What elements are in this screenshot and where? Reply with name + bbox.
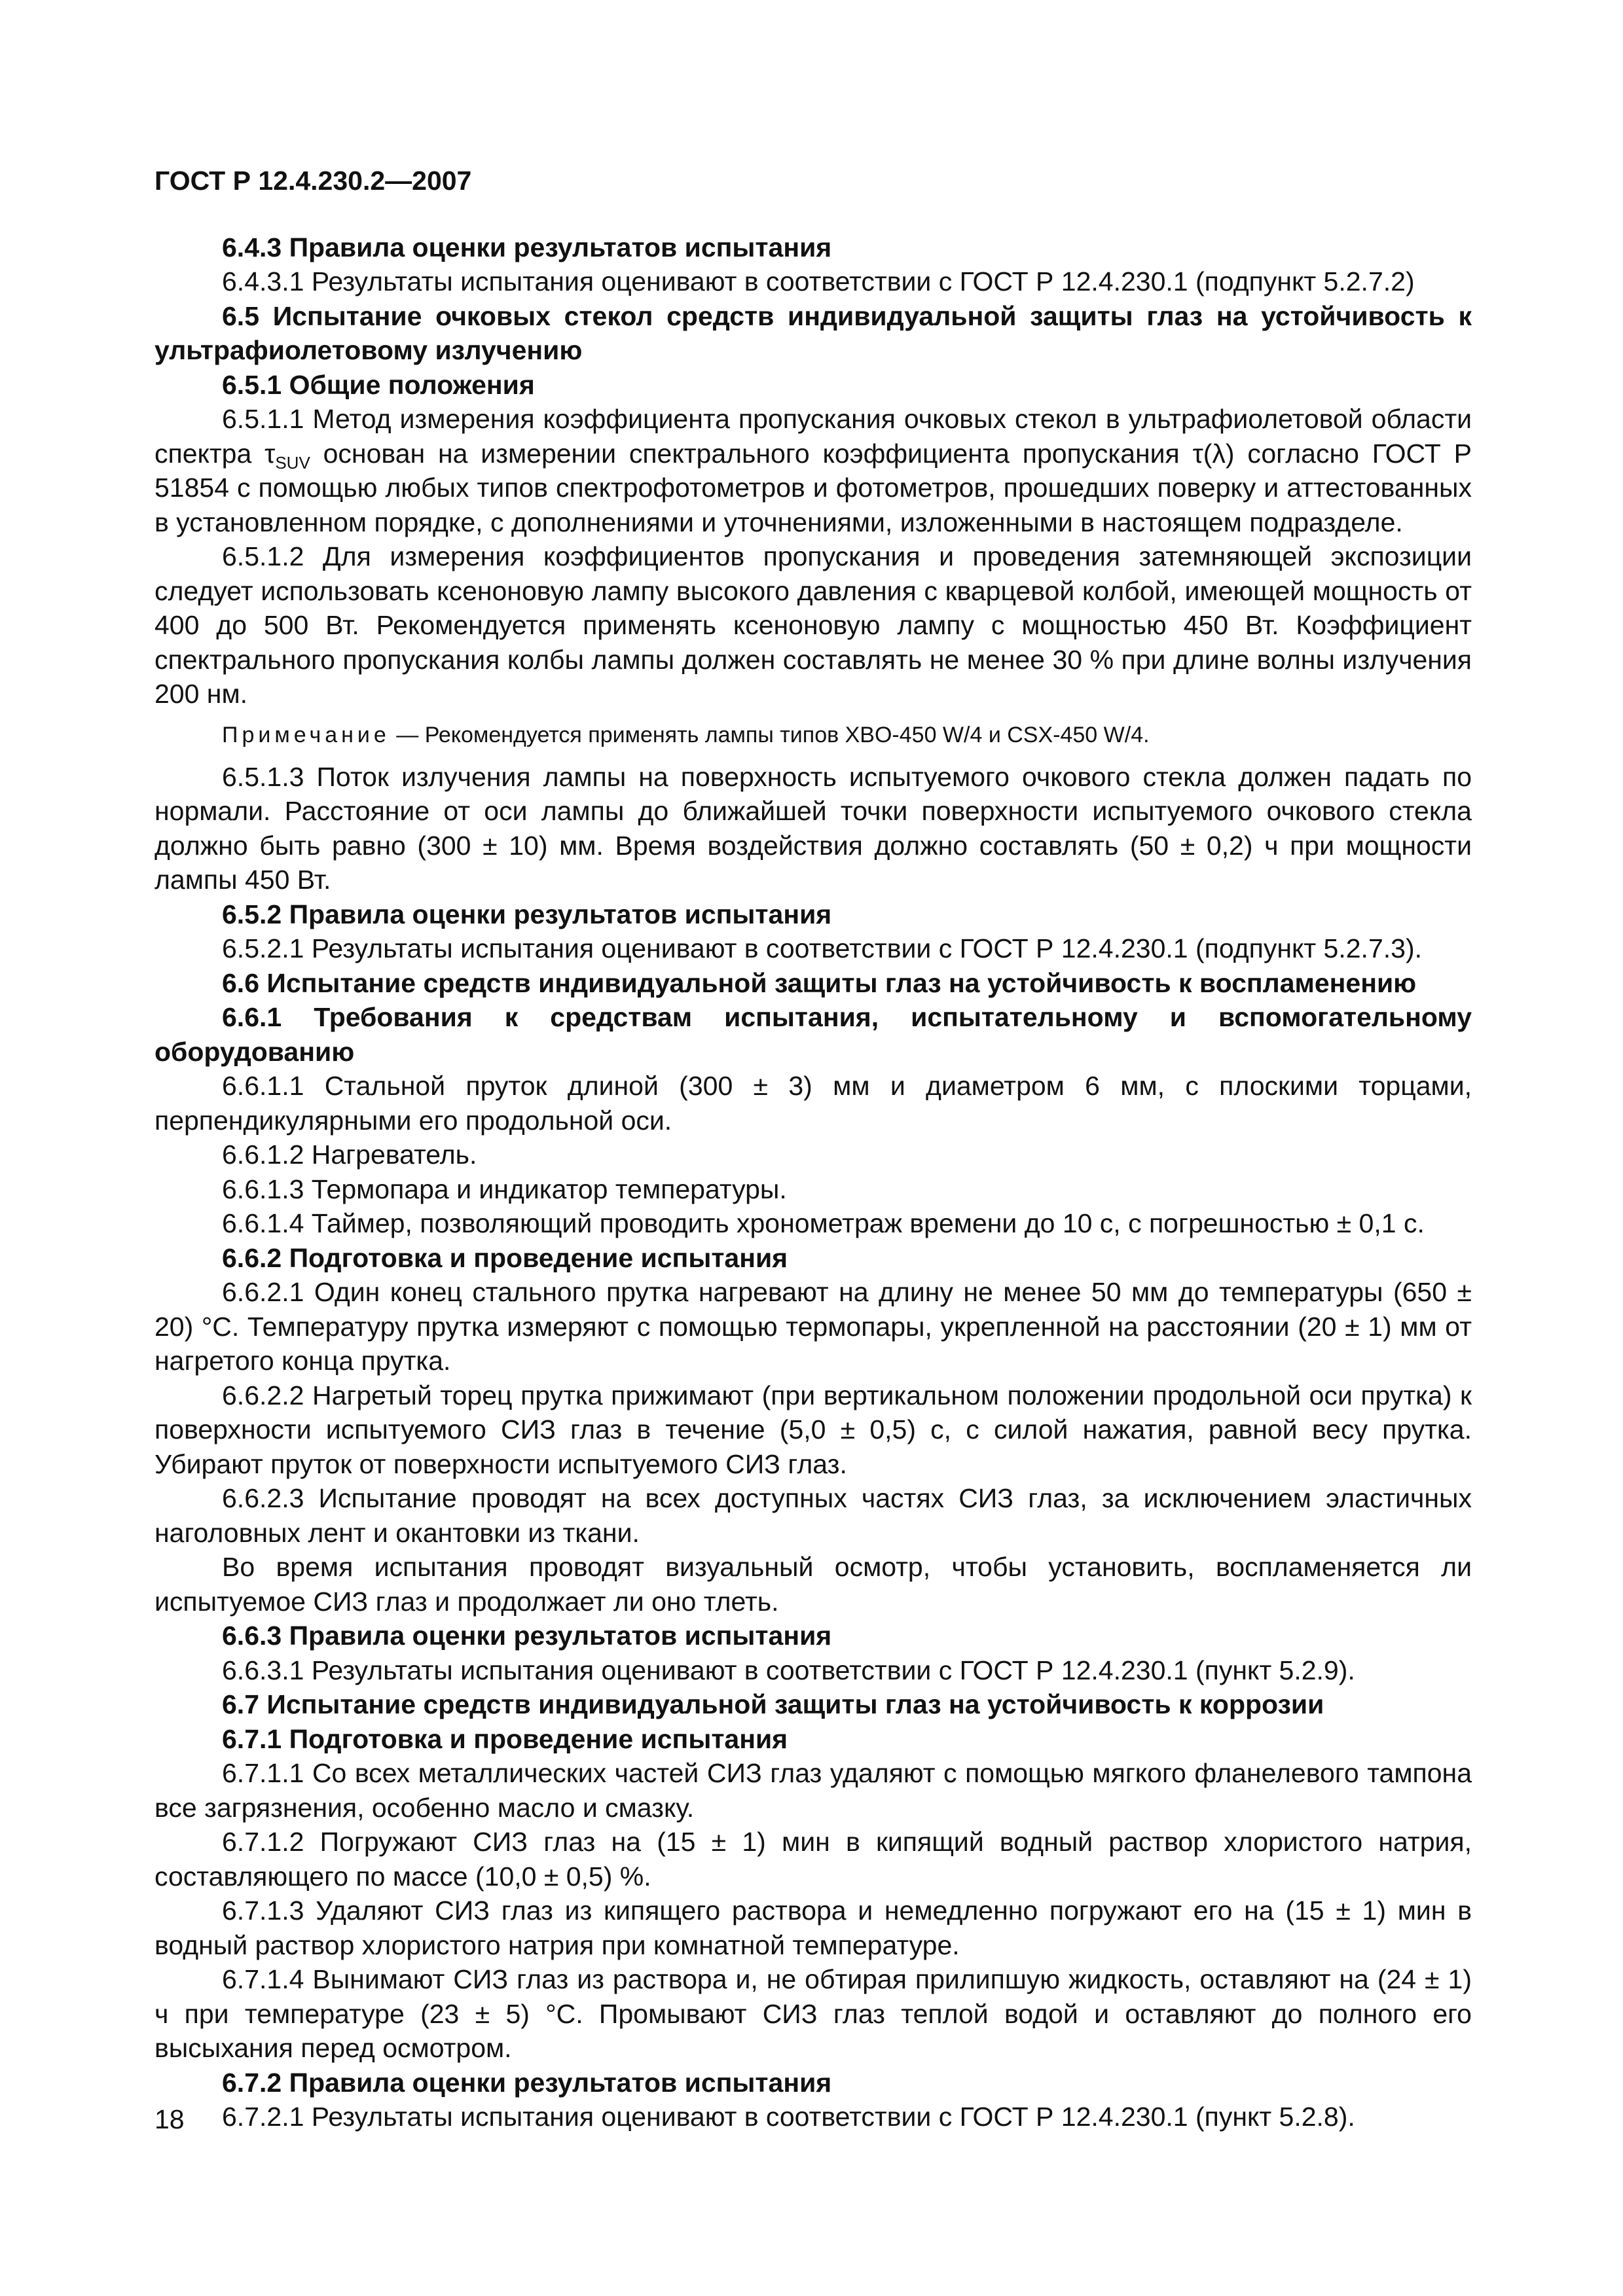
section-heading-6-5-2: 6.5.2 Правила оценки результатов испытания [222,899,832,929]
section-heading-6-7: 6.7 Испытание средств индивидуальной защиты глаз на устойчивость к коррозии [222,1689,1324,1719]
section-heading-6-5-1: 6.5.1 Общие положения [222,369,535,400]
tau-subscript: SUV [275,452,310,473]
document-header: ГОСТ Р 12.4.230.2—2007 [155,166,472,196]
paragraph-6-7-1-4: 6.7.1.4 Вынимают СИЗ глаз из раствора и, не обтирая прилипшую жидкость, оставляют на (24 ± 1) ч при температуре (23 ± 5) °С. Промывают СИЗ глаз теплой водой и оставляют до полного его высыхания перед осмотром. [155,1964,1472,2063]
section-heading-6-6-1: 6.6.1 Требования к средствам испытания, испытательному и вспомогательному оборудованию [155,1002,1472,1067]
document-page [155,164,1472,2134]
section-heading-6-6: 6.6 Испытание средств индивидуальной защиты глаз на устойчивость к воспламенению [222,967,1417,998]
paragraph-6-6-3-1: 6.6.3.1 Результаты испытания оценивают в соответствии с ГОСТ Р 12.4.230.1 (пункт 5.2.9). [222,1655,1355,1685]
paragraph-6-7-1-3: 6.7.1.3 Удаляют СИЗ глаз из кипящего раствора и немедленно погружают его на (15 ± 1) мин в водный раствор хлористого натрия при комнатной температуре. [155,1895,1472,1960]
paragraph-6-7-1-2: 6.7.1.2 Погружают СИЗ глаз на (15 ± 1) мин в кипящий водный раствор хлористого натрия, составляющего по массе (10,0 ± 0,5) %. [155,1827,1472,1892]
section-heading-6-6-3: 6.6.3 Правила оценки результатов испытания [222,1621,832,1651]
section-heading-6-4-3: 6.4.3 Правила оценки результатов испытания [222,232,832,262]
page-number: 18 [155,2104,185,2134]
paragraph-6-5-1-3: 6.5.1.3 Поток излучения лампы на поверхность испытуемого очкового стекла должен падать по нормали. Расстояние от оси лампы до ближайшей точки поверхности испытуемого очкового стекла должно быть равно (300 ± 10) мм. Время воздействия должно составлять (50 ± 0,2) ч при мощности лампы 450 Вт. [155,761,1472,895]
paragraph-6-5-1-1 [155,402,1472,539]
section-heading-6-7-1: 6.7.1 Подготовка и проведение испытания [222,1723,788,1754]
section-heading-6-7-2: 6.7.2 Правила оценки результатов испытания [222,2067,832,2098]
paragraph-6-6-1-3: 6.6.1.3 Термопара и индикатор температуры. [222,1174,787,1204]
paragraph-6-4-3-1: 6.4.3.1 Результаты испытания оценивают в соответствии с ГОСТ Р 12.4.230.1 (подпункт 5.2.7.2) [222,266,1415,296]
paragraph-6-5-2-1: 6.5.2.1 Результаты испытания оценивают в соответствии с ГОСТ Р 12.4.230.1 (подпункт 5.2.7.3). [222,933,1422,963]
note [155,719,1472,751]
paragraph-6-5-1-1-part-b: основан на измерении спектрального коэффициента пропускания τ(λ) согласно ГОСТ Р 51854 с помощью любых типов спектрофотометров и фотометров, прошедших поверку и аттестованных в установленном порядке, с дополнениями и уточнениями, изложенными в настоящем подразделе. [155,438,1472,537]
paragraph-6-7-1-1: 6.7.1.1 Со всех металлических частей СИЗ глаз удаляют с помощью мягкого фланелевого тампона все загрязнения, особенно масло и смазку. [155,1758,1472,1823]
paragraph-6-6-1-4: 6.6.1.4 Таймер, позволяющий проводить хронометраж времени до 10 с, с погрешностью ± 0,1 с. [222,1208,1425,1238]
paragraph-6-6-2-2: 6.6.2.2 Нагретый торец прутка прижимают (при вертикальном положении продольной оси прутка) к поверхности испытуемого СИЗ глаз в течение (5,0 ± 0,5) с, с силой нажатия, равной весу прутка. Убирают пруток от поверхности испытуемого СИЗ глаз. [155,1380,1472,1479]
paragraph-6-5-1-2: 6.5.1.2 Для измерения коэффициентов пропускания и проведения затемняющей экспозиции следует использовать ксеноновую лампу высокого давления с кварцевой колбой, имеющей мощность от 400 до 500 Вт. Рекомендуется применять ксеноновую лампу с мощностью 450 Вт. Коэффициент спектрального пропускания колбы лампы должен составлять не менее 30 % при длине волны излучения 200 нм. [155,541,1472,709]
paragraph-6-5-1-1-part-a: 6.5.1.1 Метод измерения коэффициента пропускания очковых стекол в ультрафиолетовой области спектра τ [155,404,1472,469]
paragraph-6-6-1-2: 6.6.1.2 Нагреватель. [222,1139,477,1170]
section-heading-6-5: 6.5 Испытание очковых стекол средств индивидуальной защиты глаз на устойчивость к ультрафиолетовому излучению [155,300,1472,365]
paragraph-6-6-2-3: 6.6.2.3 Испытание проводят на всех доступных частях СИЗ глаз, за исключением эластичных наголовных лент и окантовки из ткани. [155,1483,1472,1548]
note-label: Примечание [222,722,390,747]
paragraph-6-7-2-1: 6.7.2.1 Результаты испытания оценивают в соответствии с ГОСТ Р 12.4.230.1 (пункт 5.2.8). [222,2102,1355,2132]
paragraph-6-6-2-3-continued: Во время испытания проводят визуальный осмотр, чтобы установить, воспламеняется ли испытуемое СИЗ глаз и продолжает ли оно тлеть. [155,1552,1472,1617]
note-text: — Рекомендуется применять лампы типов XBO-450 W/4 и CSX-450 W/4. [390,722,1150,747]
paragraph-6-6-2-1: 6.6.2.1 Один конец стального прутка нагревают на длину не менее 50 мм до температуры (650 ± 20) °С. Температуру прутка измеряют с помощью термопары, укрепленной на расстоянии (20 ± 1) мм от нагретого конца прутка. [155,1277,1472,1376]
paragraph-6-6-1-1: 6.6.1.1 Стальной пруток длиной (300 ± 3) мм и диаметром 6 мм, с плоскими торцами, перпендикулярными его продольной оси. [155,1071,1472,1136]
section-heading-6-6-2: 6.6.2 Подготовка и проведение испытания [222,1242,788,1273]
